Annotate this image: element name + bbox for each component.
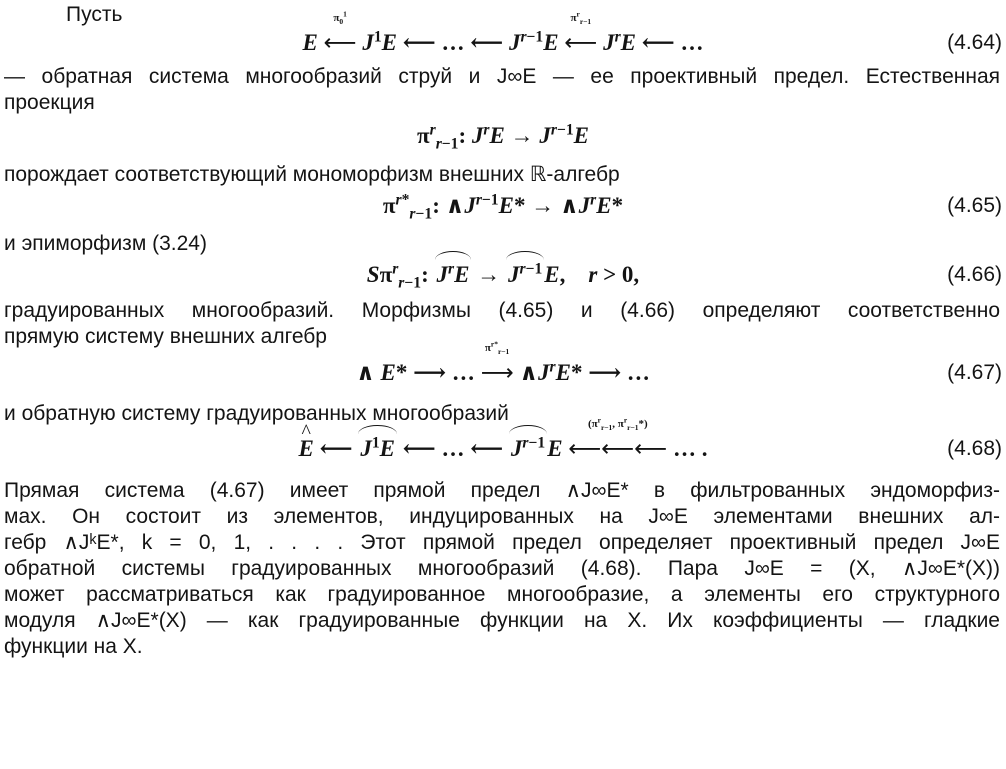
equation-number: (4.64) xyxy=(947,31,1002,54)
text-line: модуля ∧J∞E*(X) — как градуированные функции на X. Их коэффициенты — гладкие xyxy=(4,609,1000,632)
text-line: порождает соответствующий мономорфизм внешних ℝ-алгебр xyxy=(4,163,620,186)
equation-number: (4.66) xyxy=(947,263,1002,286)
text-line: градуированных многообразий. Морфизмы (4.65) и (4.66) определяют соответственно xyxy=(4,299,1000,322)
equation-4-64-formula: E $\pi_0^1$ ⟵ $J^1E$ ⟵ … ⟵ $J^{r-1}E$ $\pi^r_{r-1}$ ⟵ $J^rE$ ⟵ … xyxy=(302,9,704,56)
text-line: обратной системы градуированных многообразий (4.68). Пара J∞E = (X, ∧J∞E*(X)) xyxy=(4,557,1000,580)
text-line: — обратная система многообразий струй и J∞E — ее проективный предел. Естественная xyxy=(4,65,1000,88)
text-line: проекция xyxy=(4,91,95,114)
paragraph-intro: Пусть xyxy=(66,3,123,26)
equation-4-65 xyxy=(0,189,1006,223)
text-line: мах. Он состоит из элементов, индуцированных на J∞E элементами внешних ал- xyxy=(4,505,1000,528)
text-line: функции на X. xyxy=(4,635,143,658)
equation-4-67-formula: ∧ E* ⟶ … $\pi^{r*}_{r-1}$ ⟶ $\wedge J^rE*$ ⟶ … xyxy=(356,339,650,386)
equation-number: (4.68) xyxy=(947,437,1002,460)
equation-4-66 xyxy=(0,258,1006,292)
text-line: может рассматриваться как градуированное многообразие, а элементы его структурного xyxy=(4,583,1000,606)
equation-number: (4.67) xyxy=(947,361,1002,384)
equation-4-67 xyxy=(0,339,1006,390)
text-line: и эпиморфизм (3.24) xyxy=(4,232,207,255)
text-line: прямую систему внешних алгебр xyxy=(4,325,327,348)
equation-4-66-formula: $S\pi^r_{r-1}$: $J^rE \to J^{r-1}E$, r > 0, xyxy=(0,258,1006,292)
equation-projection xyxy=(0,119,1006,153)
equation-4-68-formula: ^ E ⟵ $J^1E$ ⟵ … ⟵ $J^{r-1}E$ ($\pi^r_{r-1}$, $\pi^r_{r-1}*$) ⟵⟵⟵ … . xyxy=(0,432,1006,466)
equation-4-68 xyxy=(0,415,1006,466)
text-line: гебр ∧JᵏE*, k = 0, 1, . . . . Этот прямой предел определяет проективный предел J∞E xyxy=(4,531,1000,554)
equation-4-65-formula: $\pi^{r*}_{r-1}$: $\wedge J^{r-1}E*$ → $\wedge J^rE*$ xyxy=(382,191,624,223)
equation-number: (4.65) xyxy=(947,194,1002,217)
text-line: и обратную систему градуированных многообразий xyxy=(4,402,509,425)
text-line: Прямая система (4.67) имеет прямой предел ∧J∞E* в фильтрованных эндоморфиз- xyxy=(4,479,1000,502)
equation-projection-formula: $\pi^r_{r-1}$: $J^rE \to J^{r-1}E$ xyxy=(416,121,590,153)
